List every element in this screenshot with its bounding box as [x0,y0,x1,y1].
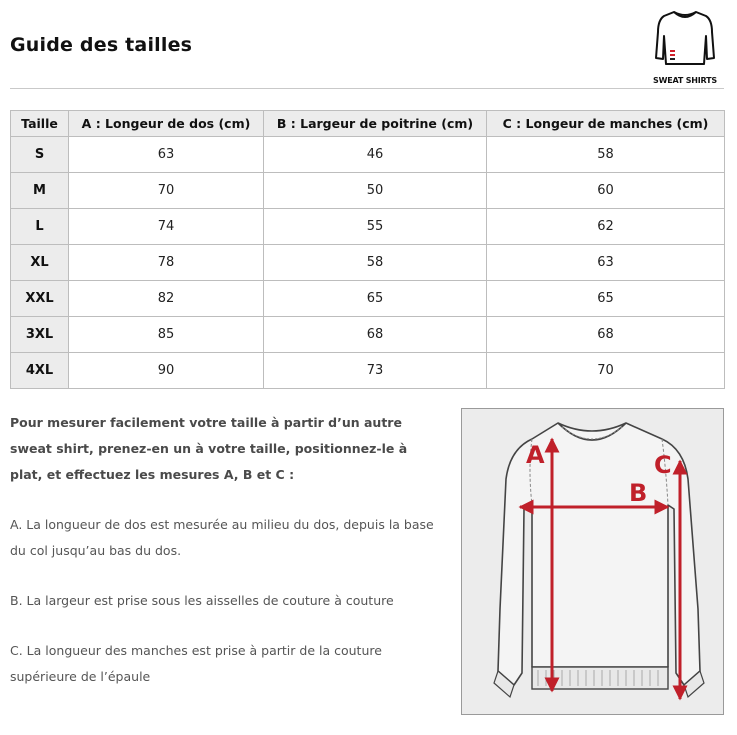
size-table [10,110,725,389]
table-row [11,245,725,281]
measurement-instructions [10,410,435,714]
measurement-diagram [461,408,724,715]
back-length-cell: 82 [69,281,264,317]
chest-width-cell: 50 [264,173,487,209]
table-row [11,281,725,317]
instructions-intro: Pour mesurer facilement votre taille à partir d’un autre sweat shirt, prenez-en un à votre taille, positionnez-le à plat, et effectuez les mesures A, B et C : [10,415,408,482]
sleeve-length-cell: 68 [487,317,725,353]
diagram-label-b: B [629,479,648,507]
column-header-sleeve-length: C : Longeur de manches (cm) [487,111,725,137]
back-length-cell: 85 [69,317,264,353]
instruction-b: B. La largeur est prise sous les aisselles de couture à couture [10,593,394,608]
table-header-row [11,111,725,137]
sleeve-length-cell: 60 [487,173,725,209]
column-header-back-length: A : Longeur de dos (cm) [69,111,264,137]
size-label: L [11,209,69,245]
diagram-label-a: A [526,441,545,469]
table-row [11,317,725,353]
size-label: XXL [11,281,69,317]
sleeve-length-cell: 70 [487,353,725,389]
size-label: 3XL [11,317,69,353]
sleeve-length-cell: 58 [487,137,725,173]
column-header-size: Taille [11,111,69,137]
diagram-label-c: C [654,451,672,479]
size-label: S [11,137,69,173]
sleeve-length-cell: 63 [487,245,725,281]
sweatshirt-measure-diagram [462,409,723,714]
back-length-cell: 90 [69,353,264,389]
column-header-chest-width: B : Largeur de poitrine (cm) [264,111,487,137]
size-label: 4XL [11,353,69,389]
sweatshirt-icon [652,6,718,70]
chest-width-cell: 65 [264,281,487,317]
chest-width-cell: 46 [264,137,487,173]
table-row [11,353,725,389]
instruction-c: C. La longueur des manches est prise à partir de la couture supérieure de l’épaule [10,643,382,684]
size-label: M [11,173,69,209]
title-divider [10,88,724,89]
brand-logo [648,6,722,88]
instruction-a: A. La longueur de dos est mesurée au milieu du dos, depuis la base du col jusqu’au bas du dos. [10,517,434,558]
table-row [11,137,725,173]
page-title: Guide des tailles [10,34,193,56]
table-row [11,173,725,209]
chest-width-cell: 55 [264,209,487,245]
sleeve-length-cell: 62 [487,209,725,245]
sleeve-length-cell: 65 [487,281,725,317]
size-label: XL [11,245,69,281]
back-length-cell: 74 [69,209,264,245]
back-length-cell: 78 [69,245,264,281]
back-length-cell: 70 [69,173,264,209]
brand-text: SWEAT SHIRTS [653,76,717,85]
chest-width-cell: 68 [264,317,487,353]
chest-width-cell: 58 [264,245,487,281]
back-length-cell: 63 [69,137,264,173]
chest-width-cell: 73 [264,353,487,389]
table-row [11,209,725,245]
